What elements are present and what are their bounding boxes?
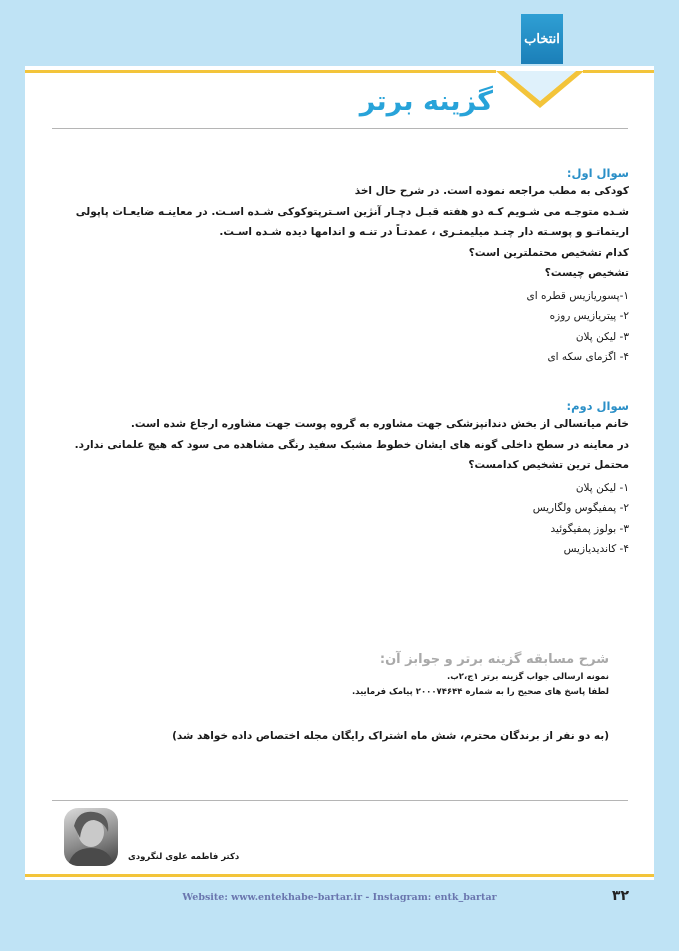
- author-portrait-icon: [64, 808, 118, 866]
- question-2-label: سوال دوم:: [566, 399, 629, 413]
- answer-sample: نمونه ارسالی جواب گزینه برتر ۱ج،۲ب.: [447, 672, 609, 682]
- answer-instructions: [352, 652, 609, 700]
- option-item: ۴- اگزمای سکه ای: [547, 351, 629, 363]
- answer-title: شرح مسابقه گزینه برتر و جوابز آن:: [379, 652, 609, 667]
- question-2-line: محتمل ترین تشخیص کدامست؟: [468, 459, 629, 471]
- question-1-line: تشخیص چیست؟: [544, 267, 629, 279]
- top-gold-line-left: [25, 70, 496, 73]
- option-item: ۳- بولوز پمفیگوئید: [550, 522, 629, 535]
- author-photo: [64, 808, 118, 866]
- option-item: ۳- لیکن پلان: [575, 330, 629, 343]
- question-2-line: خانم میانسالی از بخش دندانپزشکی جهت مشاوره به گروه پوست جهت مشاوره ارجاع شده است.: [130, 418, 629, 430]
- question-2: [69, 398, 629, 560]
- question-1: [69, 165, 629, 368]
- option-item: ۲- پمفیگوس ولگاریس: [532, 502, 629, 514]
- question-1-line: کودکی به مطب مراجعه نموده است. در شرح حال اخذ: [354, 185, 629, 197]
- question-1-line: کدام تشخیص محتملترین است؟: [468, 246, 629, 259]
- footer-rule: [52, 800, 628, 801]
- logo-text: انتخاب: [524, 31, 560, 47]
- question-1-label: سوال اول:: [566, 166, 629, 180]
- option-item: ۴- کاندیدیازیس: [563, 543, 629, 555]
- header-rule: [52, 128, 628, 129]
- top-gold-line-right: [583, 70, 654, 73]
- question-2-options: [69, 478, 629, 560]
- prize-note: (به دو نفر از برندگان محترم، شش ماه اشتراک رایگان مجله اختصاص داده خواهد شد): [172, 730, 609, 742]
- header-chevron: [494, 66, 586, 110]
- section-title: گزینه برتر: [359, 86, 493, 117]
- option-item: ۲- پیتریازیس روزه: [549, 310, 629, 322]
- magazine-logo: [521, 14, 563, 64]
- option-item: ۱-پسوریازیس قطره ای: [526, 289, 629, 302]
- question-1-line: شـده متوجـه می شـویم کـه دو هفته قبـل دچـار آنژین اسـترپتوکوکی شـده اسـت. در معاینـه ضایعـات پاپولی: [75, 205, 629, 218]
- question-1-line: اریتماتـو و پوسـته دار چنـد میلیمتـری ، عمدتـاً در تنـه و اندامها دیده شـده اسـت.: [219, 226, 629, 238]
- footer-website[interactable]: Website: www.entekhabe-bartar.ir - Instagram: entk_bartar: [182, 892, 497, 903]
- question-1-options: [69, 286, 629, 368]
- answer-sms-instructions: لطفا پاسخ های صحیح را به شماره ۲۰۰۰۷۴۶۴۴ پیامک فرمایید.: [351, 687, 609, 697]
- author-name: دکتر فاطمه علوی لنگرودی: [128, 852, 240, 862]
- page-number: ۳۲: [612, 888, 630, 904]
- bottom-gold-line: [25, 874, 654, 877]
- option-item: ۱- لیکن پلان: [575, 481, 629, 494]
- question-2-line: در معاینه در سطح داخلی گونه های ایشان خطوط مشبک سفید رنگی مشاهده می سود که هیچ علمانی ندارد.: [74, 438, 629, 451]
